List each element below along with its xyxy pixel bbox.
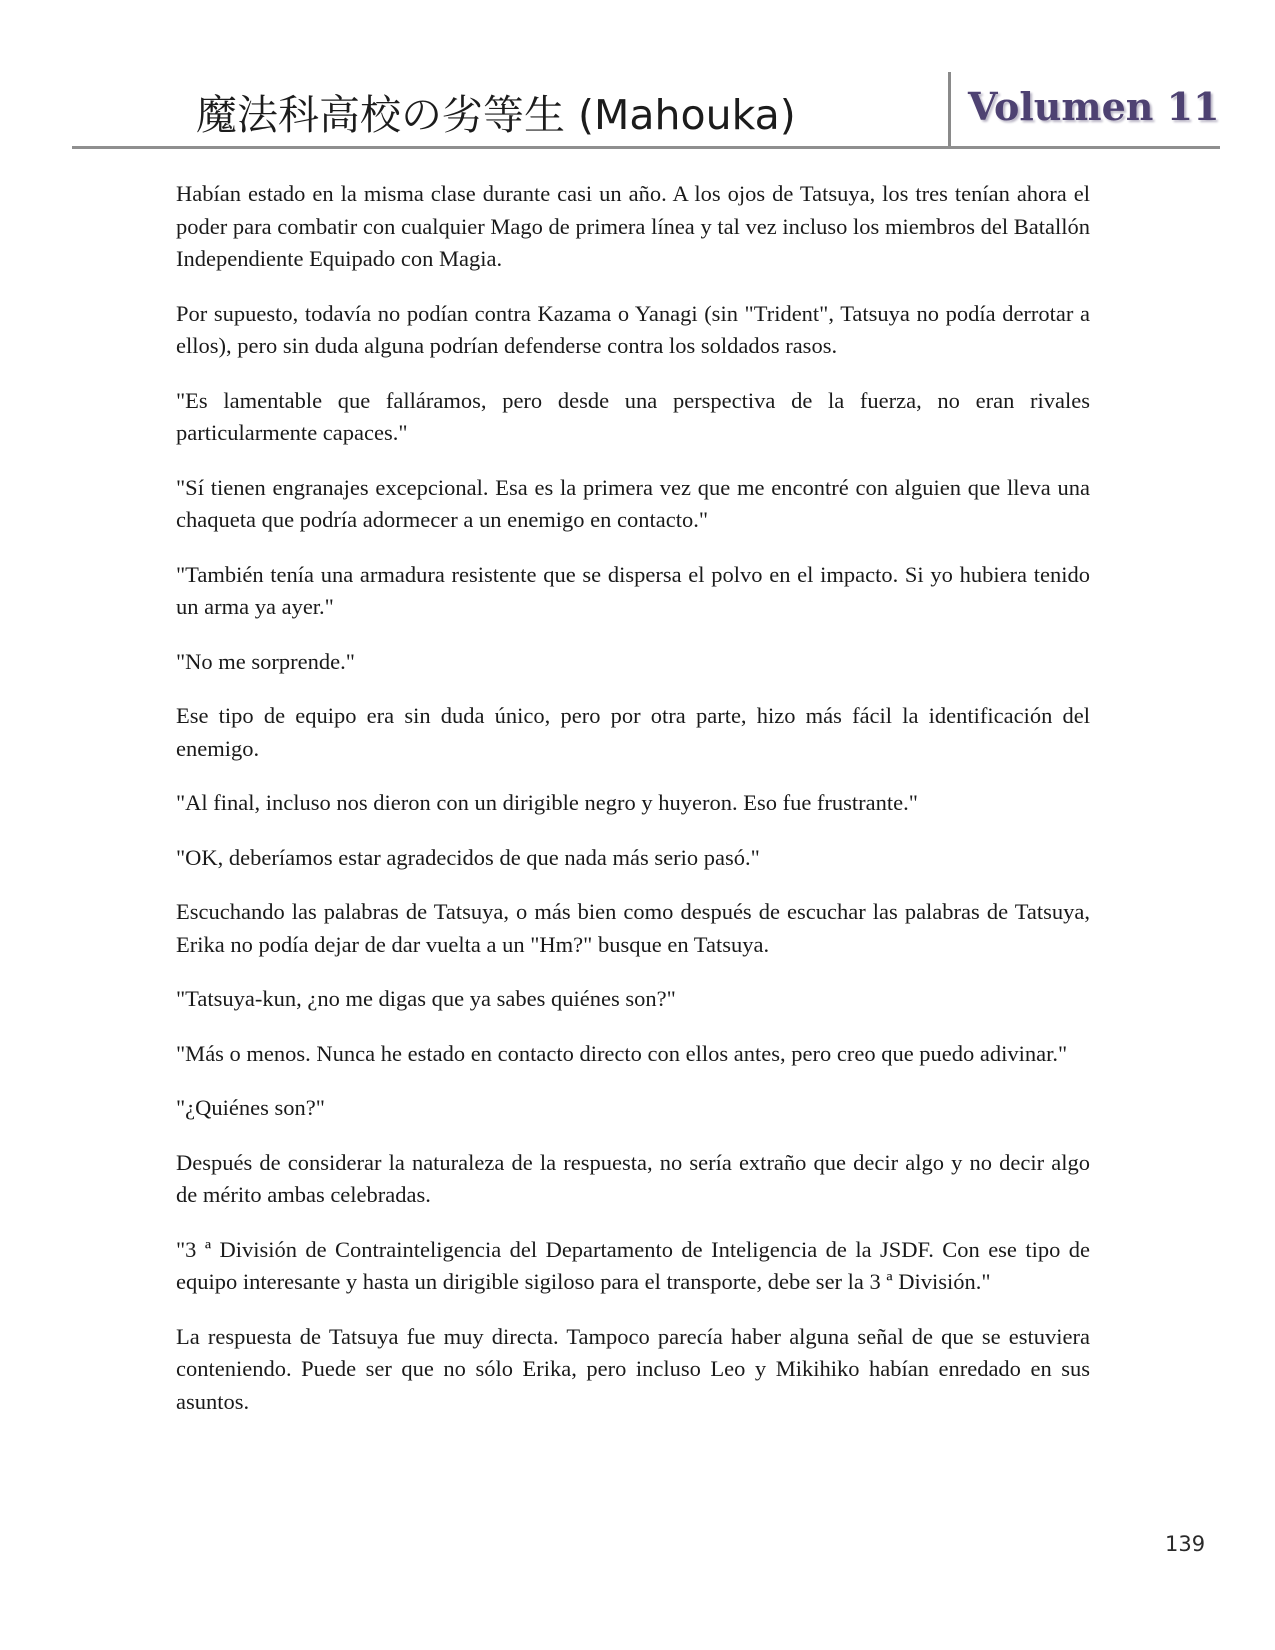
paragraph: "¿Quiénes son?" xyxy=(176,1095,325,1120)
paragraph: La respuesta de Tatsuya fue muy directa. Tampoco parecía haber alguna señal de que se estuviera conteniendo. Puede ser que no sólo Erika, pero incluso Leo y Mikihiko habían enredado en sus asuntos. xyxy=(176,1323,1090,1414)
paragraph: Después de considerar la naturaleza de la respuesta, no sería extraño que decir algo y no decir algo de mérito ambas celebradas. xyxy=(176,1149,1090,1207)
book-title: 魔法科高校の劣等生 (Mahouka) xyxy=(196,91,796,139)
paragraph: Ese tipo de equipo era sin duda único, pero por otra parte, hizo más fácil la identificación del enemigo. xyxy=(176,703,1090,761)
page-body xyxy=(176,178,1090,1440)
paragraph: "Al final, incluso nos dieron con un dirigible negro y huyeron. Eso fue frustrante." xyxy=(176,790,918,815)
paragraph: "Sí tienen engranajes excepcional. Esa es la primera vez que me encontré con alguien que lleva una chaqueta que podría adormecer a un enemigo en contacto." xyxy=(176,474,1090,532)
header-rule xyxy=(72,146,1220,149)
volume-label: Volumen 11 xyxy=(968,84,1220,129)
paragraph: Escuchando las palabras de Tatsuya, o más bien como después de escuchar las palabras de Tatsuya, Erika no podía dejar de dar vuelta a un "Hm?" busque en Tatsuya. xyxy=(176,899,1090,957)
paragraph: Por supuesto, todavía no podían contra Kazama o Yanagi (sin "Trident", Tatsuya no podía derrotar a ellos), pero sin duda alguna podrían defenderse contra los soldados rasos. xyxy=(176,300,1090,358)
paragraph: "Es lamentable que falláramos, pero desde una perspectiva de la fuerza, no eran rivales particularmente capaces." xyxy=(176,387,1090,445)
paragraph: "Más o menos. Nunca he estado en contacto directo con ellos antes, pero creo que puedo adivinar." xyxy=(176,1040,1068,1066)
header-divider xyxy=(948,72,951,148)
page-number: 139 xyxy=(1165,1532,1206,1556)
page-header xyxy=(72,70,1220,150)
paragraph: "Tatsuya-kun, ¿no me digas que ya sabes quiénes son?" xyxy=(176,986,676,1011)
paragraph: "OK, deberíamos estar agradecidos de que nada más serio pasó." xyxy=(176,844,760,870)
paragraph: "También tenía una armadura resistente que se dispersa el polvo en el impacto. Si yo hubiera tenido un arma ya ayer." xyxy=(176,561,1090,619)
paragraph: Habían estado en la misma clase durante casi un año. A los ojos de Tatsuya, los tres tenían ahora el poder para combatir con cualquier Mago de primera línea y tal vez incluso los miembros del Batallón Independiente Equipado con Magia. xyxy=(176,181,1090,271)
paragraph: "3 ª División de Contrainteligencia del Departamento de Inteligencia de la JSDF. Con ese tipo de equipo interesante y hasta un dirigible sigiloso para el transporte, debe ser la 3 ª División." xyxy=(176,1236,1090,1294)
paragraph: "No me sorprende." xyxy=(176,648,355,674)
